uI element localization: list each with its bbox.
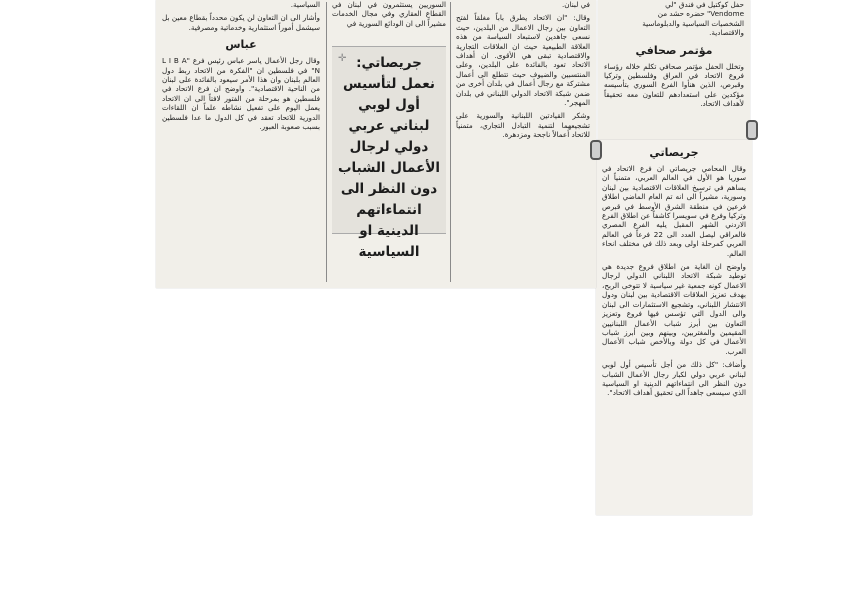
middle-clip: [156, 0, 596, 288]
paragraph: وتخلل الحفل مؤتمر صحافي تكلم خلاله رؤساء فروع الاتحاد في العراق وفلسطين وتركيا وقبرص، الذين هنأوا الفرع السوري بتأسيسه مؤكدين على استعدادهم للتعاون معه تحقيقاً لأهداف الاتحاد.: [604, 61, 744, 109]
paper-clip-icon: [746, 120, 758, 140]
section-heading-press-conference: مؤتمر صحافي: [635, 43, 713, 57]
paragraph: السياسية.: [290, 0, 320, 9]
section-heading-jreissati: جريصاتي: [649, 146, 699, 159]
paragraph: في لبنان.: [562, 0, 590, 9]
right-bottom-column: [602, 144, 746, 512]
column-rule: [450, 2, 451, 282]
right-clip-bottom: [596, 140, 752, 515]
paragraph: واوضح ان الغاية من اطلاق فروع جديدة هي توطيد شبكة الاتحاد اللبناني الدولي لرجال الاعمال كونه جمعية غير سياسية لا تتوخى الربح، بهدف تعزيز العلاقات الاقتصادية بين لبنان ودول الانتشار اللبناني، وتشجيع الاستثمارات الى لبنان والى الدول التي تؤسس فيها فروع وتعزيز التعاون بين أبرز شباب الأعمال اللبنانيين المقيمين والمغتربين، وبينهم وبين أبرز شباب الأعمال في كل دولة وبالأخص شباب الأعمال العرب.: [602, 262, 746, 356]
paragraph: وأشار الى ان التعاون لن يكون محدداً بقطاع معين بل سيشمل أموراً استثمارية وخدماتية ومصرفية.: [162, 13, 320, 32]
paragraph: وقال: "ان الاتحاد يطرق باباً مغلقاً لفتح التعاون بين رجال الاعمال من البلدين، حيث نسعى جاهدين لاستبعاد السياسة من هذه العلاقة الطبيعية حيث ان العلاقات التجارية والاقتصادية تبقى هي الأقوى. ان أهداف الاتحاد تعود بالفائدة على البلدين، وعلى المنتسبين والضيوف حيث تتطلع الى أعمال مشتركة مع رجال أعمال في بلدان أخرى من ضمن شبكة الاتحاد الدولي اللبناني في بلدان المهجر".: [456, 13, 590, 108]
pull-quote-callout: [332, 46, 446, 260]
paper-clip-icon: [590, 140, 602, 160]
right-top-line: حفل كوكتيل في فندق "لي: [665, 0, 744, 9]
middle-left-column: [162, 0, 320, 285]
paragraph: وأضاف: "كل ذلك من أجل تأسيس أول لوبي لبناني عربي دولي لكبار رجال الأعمال الشباب دون النظر الى انتماءاتهم الدينية او السياسية الذي سيسعى جاهداً الى تحقيق أهداف الاتحاد".: [602, 360, 746, 398]
middle-right-column: [456, 0, 590, 285]
paragraph: وشكر القيادتين اللبنانية والسورية على تشجيعهما لتنمية التبادل التجاري، متمنياً للاتحاد أعمالاً ناجحة ومزدهرة.: [456, 111, 590, 140]
right-top-line: Vendome" حضره حشد من: [657, 9, 744, 19]
pull-quote-text: جريصاتي: نعمل لتأسيس أول لوبي لبناني عربي دولي لرجال الأعمال الشباب دون النظر الى انتماءاتهم الدينية او السياسية: [337, 55, 440, 260]
right-top-line: والاقتصادية.: [709, 28, 744, 38]
paragraph: وقال رجل الأعمال ياسر عباس رئيس فرع "L I B A N" في فلسطين ان "الفكرة من الاتحاد ربط دول العالم بلبنان وان هذا الأمر سيعود بالفائدة على لبنان من الناحية الاقتصادية". واوضح ان فرع الاتحاد في فلسطين هو بمرحلة من الفتور لافتاً الى ان الاتحاد يعمل اليوم على تفعيل نشاطه علماً ان اللقاءات الدورية للاتحاد تعقد في كل الدول ما عدا فلسطين بسبب صعوبة العبور.: [162, 56, 320, 132]
paragraph: وقال المحامي جريصاتي ان فرع الاتحاد في سوريا هو الأول في العالم العربي، متمنياً ان يساهم في ترسيخ العلاقات الاقتصادية بين لبنان وسورية، مشيراً الى انه تم العام الماضي اطلاق فرعين في منطقة الشرق الأوسط في قبرص وتركيا وفرع في سويسرا كاشفاً عن اطلاق الفرع الاردني الشهر المقبل يليه الفرع المصري فالعراقي ليصل العدد الى 22 فرعاً في العالم العربي كمرحلة اولى وبعد ذلك في مختلف انحاء العالم.: [602, 164, 746, 258]
right-top-line: الشخصيات السياسية والدبلوماسية: [642, 18, 744, 28]
middle-top-text: [332, 0, 446, 42]
paragraph: السوريين يستثمرون في لبنان في القطاع العقاري وفي مجال الخدمات مشيراً الى ان الودائع السورية في: [332, 0, 446, 28]
column-rule: [326, 2, 327, 282]
section-heading-abbas: عباس: [225, 38, 257, 52]
plus-mark-icon: ✛: [338, 53, 347, 64]
